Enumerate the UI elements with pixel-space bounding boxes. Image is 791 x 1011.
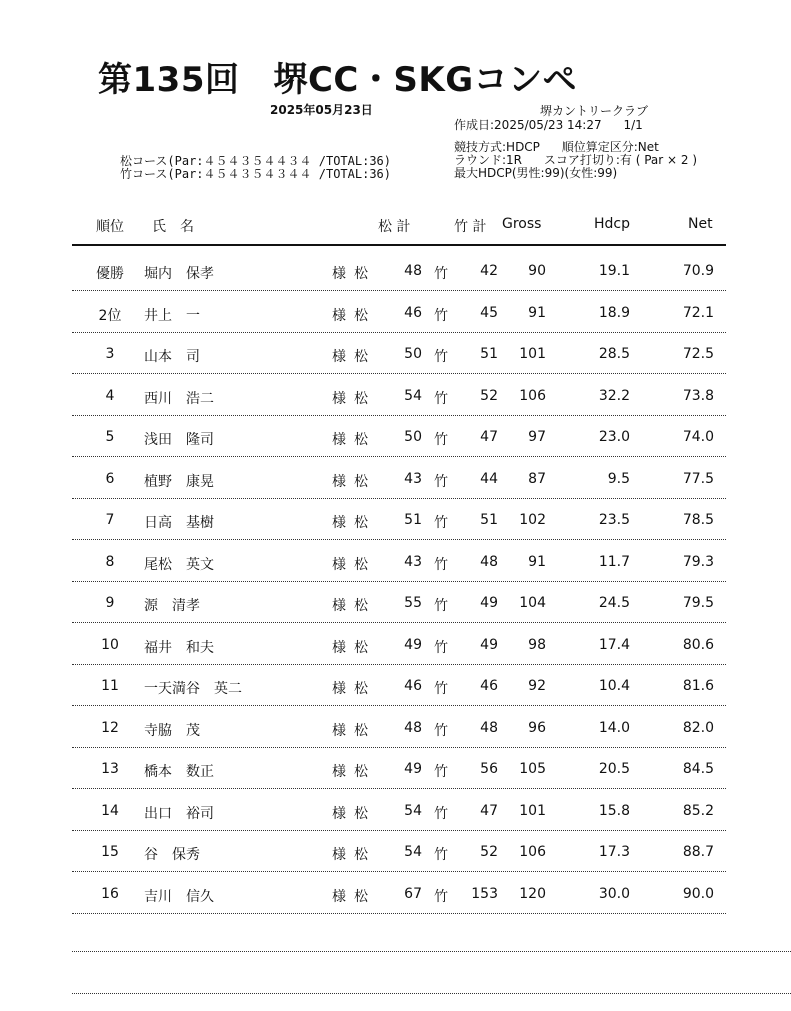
rank-cell: 14 [101, 802, 119, 819]
rank-cell: 5 [105, 429, 115, 445]
net-score: 90.0 [682, 885, 714, 902]
player-name: 寺脇 茂 [144, 722, 200, 739]
created-date: 作成日:2025/05/23 14:27 [454, 118, 602, 132]
rank-cell: 6 [105, 470, 115, 487]
gross-score: 96 [528, 719, 546, 736]
hdcp-value: 15.8 [598, 802, 630, 819]
hdcp-value: 24.5 [598, 595, 630, 611]
net-score: 82.0 [682, 719, 714, 736]
take-label: 竹 [434, 847, 448, 863]
player-name: 出口 裕司 [144, 805, 214, 822]
matsu-label: 松 [354, 432, 368, 448]
honorific: 様 [332, 390, 346, 407]
player-name: 山本 司 [144, 349, 200, 365]
matsu-score: 51 [404, 512, 422, 528]
col-net: Net [688, 216, 713, 232]
player-name: 堀内 保孝 [144, 266, 214, 282]
matsu-label: 松 [354, 598, 368, 614]
take-score: 49 [480, 636, 498, 653]
table-row [0, 498, 791, 539]
hdcp-value: 11.7 [598, 553, 630, 570]
blank-line-1 [72, 951, 791, 952]
table-row [0, 872, 791, 913]
net-score: 72.1 [682, 304, 714, 321]
hdcp-value: 23.0 [598, 429, 630, 445]
title-main: 第135回 [98, 60, 240, 100]
net-score: 74.0 [682, 429, 714, 445]
player-name: 浅田 隆司 [144, 432, 214, 448]
rank-cell: 15 [101, 844, 119, 860]
player-name: 橋本 数正 [144, 764, 214, 780]
hdcp-value: 10.4 [598, 678, 630, 694]
col-gross: Gross [502, 216, 542, 232]
table-row [0, 332, 791, 373]
rank-cell: 8 [105, 553, 115, 570]
table-row [0, 789, 791, 830]
club-name: 堺カントリークラブ [540, 104, 649, 118]
player-name: 西川 浩二 [144, 390, 214, 407]
matsu-label: 松 [354, 515, 368, 531]
net-score: 78.5 [682, 512, 714, 528]
take-label: 竹 [434, 681, 448, 697]
rank-cell: 優勝 [96, 266, 124, 282]
table-row [0, 581, 791, 622]
rank-cell: 11 [101, 678, 119, 694]
score-cut: スコア打切り:有 ( Par × 2 ) [543, 153, 698, 167]
take-score: 52 [480, 387, 498, 404]
col-rank: 順位 [96, 219, 124, 235]
header-divider [72, 244, 726, 246]
gross-score: 106 [519, 844, 546, 860]
honorific: 様 [332, 598, 346, 614]
hdcp-value: 18.9 [598, 304, 630, 321]
matsu-label: 松 [354, 847, 368, 863]
take-score: 51 [480, 512, 498, 528]
gross-score: 91 [528, 553, 546, 570]
take-score: 47 [480, 429, 498, 445]
honorific: 様 [332, 473, 346, 490]
take-label: 竹 [434, 888, 448, 905]
rank-cell: 12 [101, 719, 119, 736]
take-score: 42 [480, 263, 498, 279]
take-label: 竹 [434, 805, 448, 822]
hdcp-value: 20.5 [598, 761, 630, 777]
honorific: 様 [332, 349, 346, 365]
take-score: 56 [480, 761, 498, 777]
honorific: 様 [332, 722, 346, 739]
rank-cell: 9 [105, 595, 115, 611]
take-label: 竹 [434, 515, 448, 531]
player-name: 谷 保秀 [144, 847, 200, 863]
take-label: 竹 [434, 307, 448, 324]
gross-score: 104 [519, 595, 546, 611]
hdcp-value: 28.5 [598, 346, 630, 362]
take-score: 51 [480, 346, 498, 362]
created-info [454, 116, 643, 133]
player-name: 源 清孝 [144, 598, 200, 614]
course-take: 竹コース(Par:４５４３５４３４４ /TOTAL:36) [120, 167, 391, 181]
take-label: 竹 [434, 722, 448, 739]
gross-score: 92 [528, 678, 546, 694]
net-score: 81.6 [682, 678, 714, 694]
rank-cell: 13 [101, 761, 119, 777]
gross-score: 102 [519, 512, 546, 528]
gross-score: 120 [519, 885, 546, 902]
honorific: 様 [332, 764, 346, 780]
hdcp-value: 17.4 [598, 636, 630, 653]
net-score: 72.5 [682, 346, 714, 362]
matsu-score: 67 [404, 885, 422, 902]
matsu-label: 松 [354, 266, 368, 282]
net-score: 84.5 [682, 761, 714, 777]
net-score: 79.5 [682, 595, 714, 611]
matsu-label: 松 [354, 681, 368, 697]
matsu-score: 43 [404, 470, 422, 487]
rank-cell: 3 [105, 346, 115, 362]
take-score: 48 [480, 719, 498, 736]
matsu-label: 松 [354, 307, 368, 324]
gross-score: 98 [528, 636, 546, 653]
net-score: 85.2 [682, 802, 714, 819]
table-row [0, 457, 791, 498]
matsu-score: 48 [404, 263, 422, 279]
rank-cell: 10 [101, 636, 119, 653]
player-name: 吉川 信久 [144, 888, 214, 905]
matsu-label: 松 [354, 349, 368, 365]
col-matsu-total: 松 計 [378, 219, 411, 235]
gross-score: 91 [528, 304, 546, 321]
honorific: 様 [332, 681, 346, 697]
take-score: 48 [480, 553, 498, 570]
matsu-score: 54 [404, 387, 422, 404]
gross-score: 105 [519, 761, 546, 777]
take-score: 52 [480, 844, 498, 860]
net-score: 70.9 [682, 263, 714, 279]
table-row [0, 540, 791, 581]
hdcp-value: 19.1 [598, 263, 630, 279]
player-name: 日高 基樹 [144, 515, 214, 531]
gross-score: 87 [528, 470, 546, 487]
player-name: 井上 一 [144, 307, 200, 324]
table-row [0, 291, 791, 332]
matsu-label: 松 [354, 390, 368, 407]
row-divider [72, 913, 726, 914]
matsu-label: 松 [354, 473, 368, 490]
gross-score: 90 [528, 263, 546, 279]
rank-cell: 4 [105, 387, 115, 404]
player-name: 尾松 英文 [144, 556, 214, 573]
rank-cell: 2位 [98, 307, 122, 324]
net-score: 88.7 [682, 844, 714, 860]
table-row [0, 747, 791, 788]
honorific: 様 [332, 556, 346, 573]
matsu-score: 54 [404, 802, 422, 819]
table-row [0, 249, 791, 290]
player-name: 福井 和夫 [144, 639, 214, 656]
take-score: 49 [480, 595, 498, 611]
hdcp-value: 17.3 [598, 844, 630, 860]
hdcp-value: 30.0 [598, 885, 630, 902]
matsu-score: 46 [404, 678, 422, 694]
take-score: 46 [480, 678, 498, 694]
honorific: 様 [332, 266, 346, 282]
col-hdcp: Hdcp [594, 216, 630, 232]
page-title [98, 52, 577, 101]
take-score: 45 [480, 304, 498, 321]
matsu-label: 松 [354, 805, 368, 822]
take-label: 竹 [434, 266, 448, 282]
matsu-score: 49 [404, 636, 422, 653]
matsu-score: 43 [404, 553, 422, 570]
matsu-label: 松 [354, 764, 368, 780]
table-row [0, 374, 791, 415]
honorific: 様 [332, 639, 346, 656]
honorific: 様 [332, 432, 346, 448]
net-score: 80.6 [682, 636, 714, 653]
gross-score: 101 [519, 802, 546, 819]
take-score: 153 [471, 885, 498, 902]
matsu-score: 50 [404, 346, 422, 362]
net-score: 79.3 [682, 553, 714, 570]
take-label: 竹 [434, 432, 448, 448]
rank-cell: 7 [105, 512, 115, 528]
matsu-score: 54 [404, 844, 422, 860]
matsu-label: 松 [354, 639, 368, 656]
round-info: ラウンド:1R [454, 153, 523, 167]
matsu-label: 松 [354, 722, 368, 739]
rank-cell: 16 [101, 885, 119, 902]
honorific: 様 [332, 515, 346, 531]
col-take-total: 竹 計 [454, 219, 487, 235]
take-score: 47 [480, 802, 498, 819]
gross-score: 101 [519, 346, 546, 362]
max-hdcp: 最大HDCP(男性:99)(女性:99) [454, 166, 618, 180]
gross-score: 97 [528, 429, 546, 445]
matsu-score: 49 [404, 761, 422, 777]
take-label: 竹 [434, 473, 448, 490]
player-name: 植野 康晃 [144, 473, 214, 490]
take-label: 竹 [434, 390, 448, 407]
matsu-label: 松 [354, 556, 368, 573]
matsu-label: 松 [354, 888, 368, 905]
honorific: 様 [332, 307, 346, 324]
matsu-score: 55 [404, 595, 422, 611]
hdcp-value: 9.5 [607, 470, 630, 487]
matsu-score: 50 [404, 429, 422, 445]
net-score: 73.8 [682, 387, 714, 404]
take-label: 竹 [434, 764, 448, 780]
hdcp-value: 23.5 [598, 512, 630, 528]
matsu-score: 46 [404, 304, 422, 321]
honorific: 様 [332, 847, 346, 863]
col-name: 氏 名 [152, 219, 194, 235]
net-score: 77.5 [682, 470, 714, 487]
take-label: 竹 [434, 598, 448, 614]
course-matsu: 松コース(Par:４５４３５４４３４ /TOTAL:36) [120, 154, 391, 168]
blank-line-2 [72, 993, 791, 994]
take-label: 竹 [434, 639, 448, 656]
hdcp-value: 32.2 [598, 387, 630, 404]
honorific: 様 [332, 805, 346, 822]
take-score: 44 [480, 470, 498, 487]
title-sub: 堺CC・SKGコンペ [273, 60, 578, 100]
player-name: 一天満谷 英二 [144, 681, 242, 697]
take-label: 竹 [434, 349, 448, 365]
table-row [0, 830, 791, 871]
table-row [0, 623, 791, 664]
rank-basis: 順位算定区分:Net [561, 140, 659, 154]
page-number: 1/1 [623, 118, 643, 132]
matsu-score: 48 [404, 719, 422, 736]
take-label: 竹 [434, 556, 448, 573]
table-row [0, 415, 791, 456]
table-row [0, 664, 791, 705]
event-date: 2025年05月23日 [270, 103, 373, 117]
table-row [0, 706, 791, 747]
honorific: 様 [332, 888, 346, 905]
hdcp-value: 14.0 [598, 719, 630, 736]
competition-method: 競技方式:HDCP [454, 140, 540, 154]
gross-score: 106 [519, 387, 546, 404]
